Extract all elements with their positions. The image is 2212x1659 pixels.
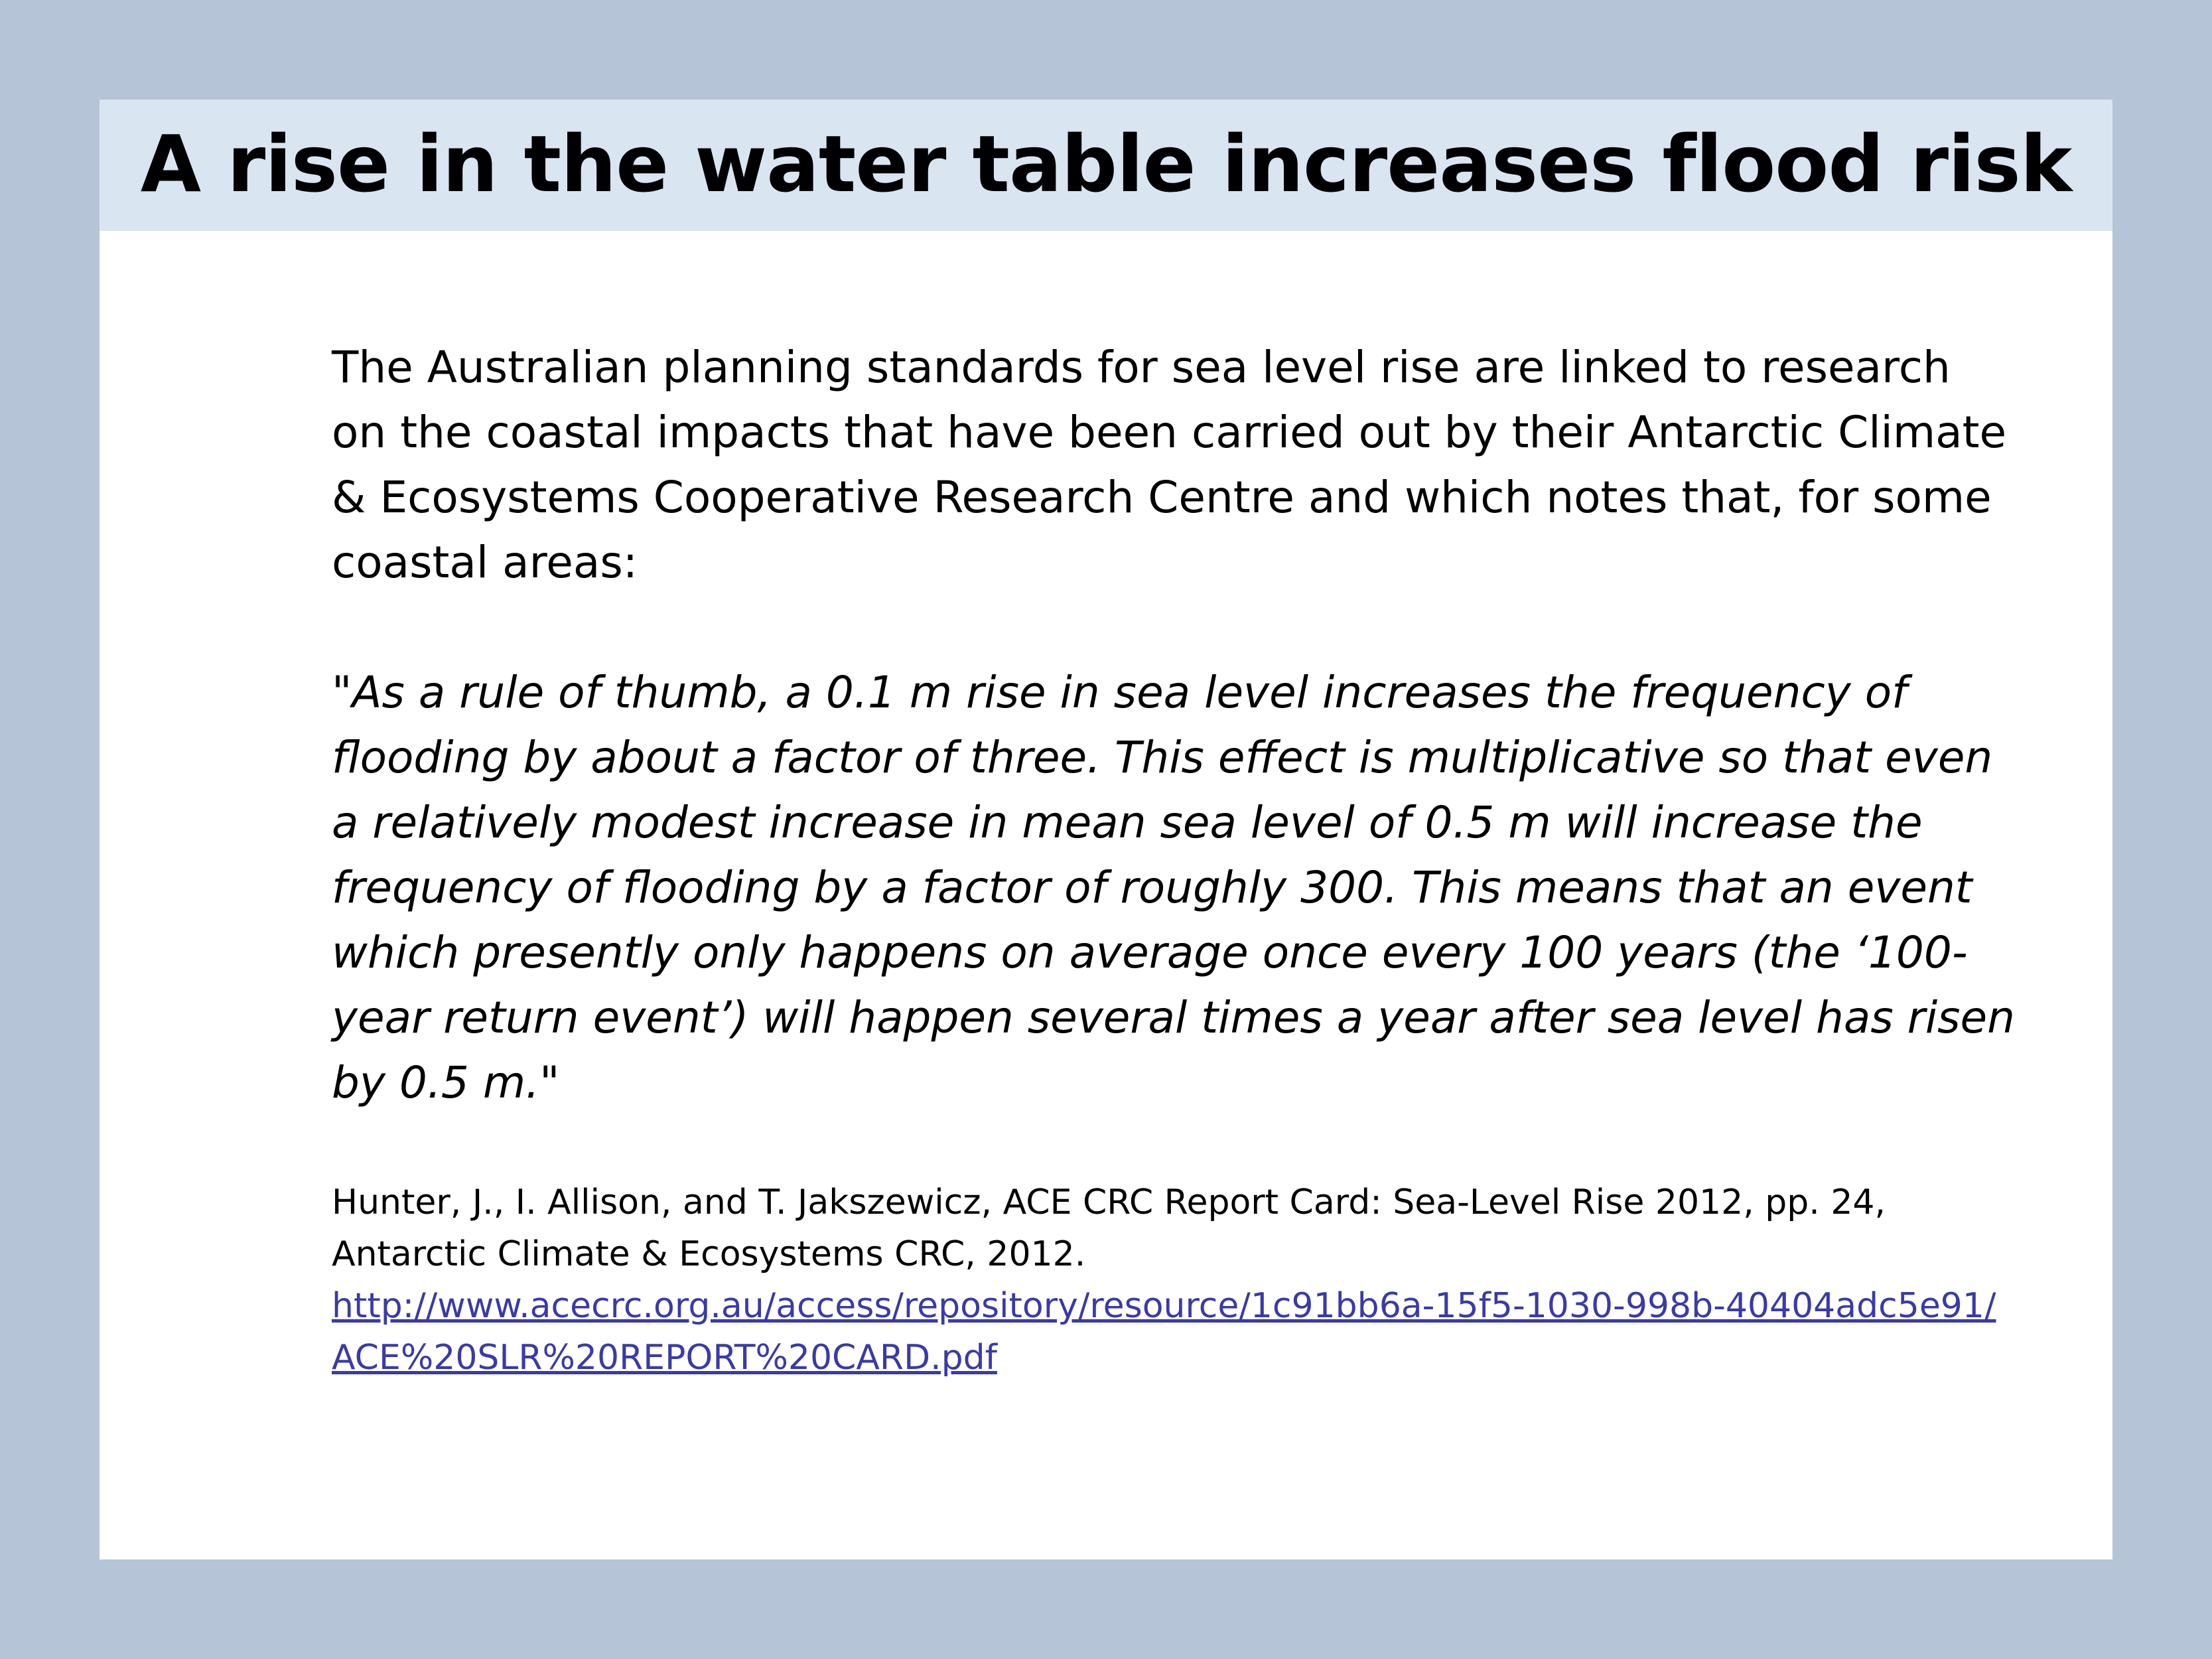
citation-text: Hunter, J., I. Allison, and T. Jakszewicz, ACE CRC Report Card: Sea-Level Rise 2012, pp. 24, Antarctic Climate & Ecosystems CRC, 2012. (332, 1183, 1886, 1274)
citation-link[interactable]: http://www.acecrc.org.au/access/repository/resource/1c91bb6a-15f5-1030-998b-40404adc5e91/ACE%20SLR%20REPORT%20CARD.pdf (332, 1286, 1996, 1378)
slide-title: A rise in the water table increases flood risk (140, 118, 2072, 210)
quote-paragraph: "As a rule of thumb, a 0.1 m rise in sea level increases the frequency of flooding by about a factor of three. This effect is multiplicative so that even a relatively modest increase in mean sea level of 0.5 m will increase the frequency of flooding by a factor of roughly 300. This means that an event which presently only happens on average once every 100 years (the ‘100-year return event’) will happen several times a year after sea level has risen by 0.5 m." (332, 667, 2015, 1108)
intro-paragraph: The Australian planning standards for sea level rise are linked to research on the coastal impacts that have been carried out by their Antarctic Climate & Ecosystems Cooperative Research Centre and which notes that, for some coastal areas: (332, 342, 2007, 588)
title-bar (100, 100, 2112, 231)
citation (332, 1177, 2017, 1384)
slide (100, 100, 2112, 1559)
slide-content (332, 335, 2017, 1384)
